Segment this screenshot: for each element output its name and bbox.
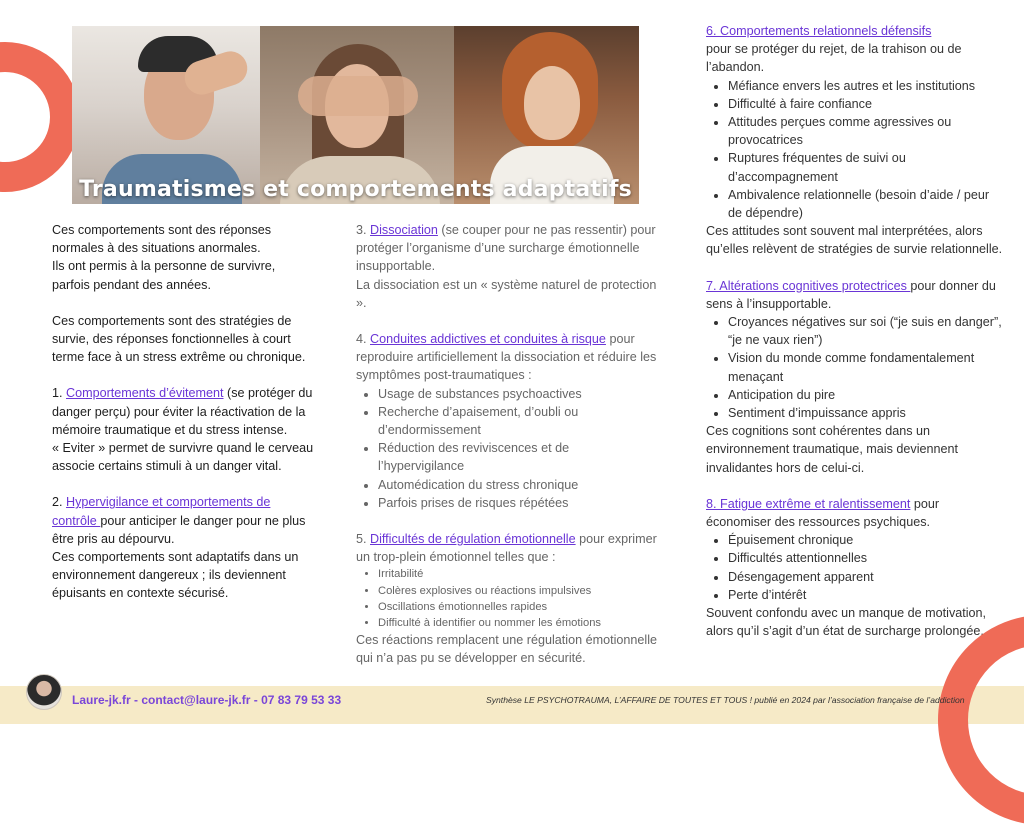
intro-paragraph-1: Ces comportements sont des réponses normales à des situations anormales. Ils ont permis à la personne de survivre, parfois pendant des années. <box>52 223 276 292</box>
column-2 <box>356 221 658 668</box>
section-6-list <box>706 77 1006 223</box>
list-item: • Usage de substances psychoactives <box>378 385 658 403</box>
list-item: • Parfois prises de risques répétées <box>378 494 658 512</box>
section-6-note: Ces attitudes sont souvent mal interprétées, alors qu’elles relèvent de stratégies de survie relationnelle. <box>706 224 1003 257</box>
list-item: • Anticipation du pire <box>728 386 1006 404</box>
section-8-list <box>706 531 1006 604</box>
list-item: • Attitudes perçues comme agressives ou provocatrices <box>728 113 1006 149</box>
section-4: 4. Conduites addictives et conduites à risque pour reproduire artificiellement la dissociation et réduire les symptômes post-traumatiques : <box>356 332 657 383</box>
list-item: • Épuisement chronique <box>728 531 1006 549</box>
section-4-list <box>356 385 658 512</box>
footer-credit: Synthèse LE PSYCHOTRAUMA, L’AFFAIRE DE TOUTES ET TOUS ! publié en 2024 par l’association française de l’addiction <box>486 695 965 705</box>
section-3: 3. Dissociation (se couper pour ne pas ressentir) pour protéger l’organisme d’une surcharge émotionnelle insupportable. <box>356 223 656 274</box>
section-7: 7. Altérations cognitives protectrices pour donner du sens à l’insupportable. <box>706 278 996 311</box>
list-item: • Recherche d’apaisement, d’oubli ou d’endormissement <box>378 403 658 439</box>
list-item: • Sentiment d’impuissance appris <box>728 404 1006 422</box>
section-4-link[interactable]: Conduites addictives et conduites à risque <box>370 332 606 347</box>
section-6-intro: pour se protéger du rejet, de la trahison ou de l’abandon. <box>706 42 962 75</box>
list-item: • Difficulté à identifier ou nommer les émotions <box>378 615 658 631</box>
banner-title: Traumatismes et comportements adaptatifs <box>79 177 632 202</box>
list-item: • Difficultés attentionnelles <box>728 549 1006 567</box>
list-item: • Oscillations émotionnelles rapides <box>378 599 658 615</box>
list-item: • Ruptures fréquentes de suivi ou d’accompagnement <box>728 149 1006 185</box>
section-6 <box>706 22 1006 40</box>
list-item: • Difficulté à faire confiance <box>728 95 1006 113</box>
section-5: 5. Difficultés de régulation émotionnelle pour exprimer un trop-plein émotionnel telles que : <box>356 532 657 565</box>
section-7-note: Ces cognitions sont cohérentes dans un environnement traumatique, mais deviennent invalidantes hors de celui-ci. <box>706 424 959 475</box>
column-3 <box>706 22 1006 641</box>
list-item: • Colères explosives ou réactions impulsives <box>378 583 658 599</box>
header-banner <box>72 26 639 204</box>
decorative-ring-left <box>0 42 80 192</box>
column-1 <box>52 221 314 603</box>
section-1: 1. Comportements d’évitement (se protéger du danger perçu) pour éviter la réactivation de la mémoire traumatique et du stress intense. <box>52 386 313 437</box>
section-7-list <box>706 313 1006 422</box>
intro-paragraph-2: Ces comportements sont des stratégies de survie, des réponses fonctionnelles à court terme face à un stress extrême ou chronique. <box>52 313 306 365</box>
section-6-link[interactable]: 6. Comportements relationnels défensifs <box>706 24 932 38</box>
list-item: • Désengagement apparent <box>728 568 1006 586</box>
section-7-link[interactable]: 7. Altérations cognitives protectrices <box>706 278 911 293</box>
section-8: 8. Fatigue extrême et ralentissement pour économiser des ressources psychiques. <box>706 496 940 530</box>
section-2: 2. Hypervigilance et comportements de contrôle pour anticiper le danger pour ne plus être pris au dépourvu. <box>52 495 306 546</box>
list-item: • Méfiance envers les autres et les institutions <box>728 77 1006 95</box>
section-1-note: « Eviter » permet de survivre quand le cerveau associe certains stimuli à un danger vital. <box>52 441 314 474</box>
list-item: • Vision du monde comme fondamentalement menaçant <box>728 349 1006 385</box>
footer-contact-link[interactable]: Laure-jk.fr - contact@laure-jk.fr - 07 83 79 53 33 <box>72 693 342 707</box>
decorative-ring-right <box>938 615 1024 825</box>
section-2-link[interactable]: Hypervigilance et comportements de contrôle <box>52 495 271 528</box>
section-8-link[interactable]: 8. Fatigue extrême et ralentissement <box>706 496 911 511</box>
section-5-note: Ces réactions remplacent une régulation émotionnelle qui n’a pas pu se développer en sécurité. <box>356 633 658 666</box>
list-item: • Ambivalence relationnelle (besoin d’aide / peur de dépendre) <box>728 186 1006 222</box>
list-item: • Automédication du stress chronique <box>378 476 658 494</box>
list-item: • Croyances négatives sur soi (“je suis en danger”, “je ne vaux rien”) <box>728 313 1006 349</box>
list-item: • Perte d’intérêt <box>728 586 1006 604</box>
section-3-link[interactable]: Dissociation <box>370 223 438 237</box>
section-5-list <box>356 566 658 631</box>
section-2-note: Ces comportements sont adaptatifs dans un environnement dangereux ; ils deviennent épuisants en contexte sécurisé. <box>52 550 299 601</box>
section-8-note: Souvent confondu avec un manque de motivation, alors qu’il s’agit d’un état de surcharge prolongée. <box>706 606 987 639</box>
section-5-link[interactable]: Difficultés de régulation émotionnelle <box>370 532 576 547</box>
list-item: • Irritabilité <box>378 566 658 582</box>
list-item: • Réduction des reviviscences et de l’hypervigilance <box>378 439 658 475</box>
section-3-note: La dissociation est un « système naturel de protection ». <box>356 277 657 310</box>
author-avatar <box>26 674 62 710</box>
section-1-link[interactable]: Comportements d’évitement <box>66 386 224 401</box>
